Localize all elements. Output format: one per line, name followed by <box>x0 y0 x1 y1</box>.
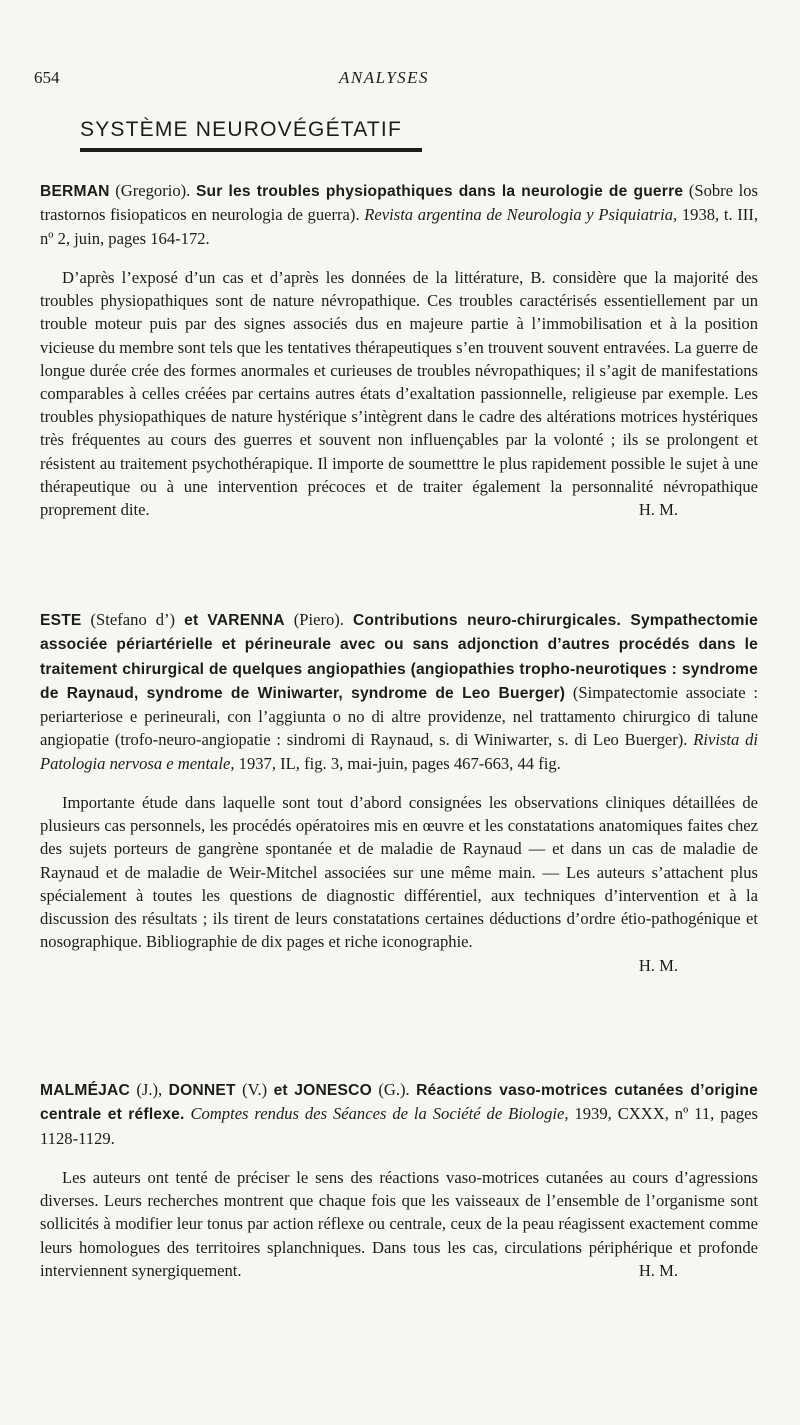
publication-details: 1938, t. III, nº 2, juin, pages 164-172. <box>40 205 758 248</box>
author-firstname: (J.), <box>136 1080 163 1099</box>
conjunction: et <box>273 1082 288 1099</box>
signature: H. M. <box>638 955 678 975</box>
author-name: MALMÉJAC <box>40 1082 130 1099</box>
journal-name: Comptes rendus des Séances de la Société de Biologie, <box>190 1104 569 1124</box>
abstract-text: D’après l’exposé d’un cas et d’après les données de la littérature, B. considère que la majorité des troubles physiopathiques sont de nature névropathique. Ces troubles caractérisés essentiellement par un trouble moteur puis par des signes associés dus en majeure partie à l’immobilisation et à la position vicieuse du membre sont tels que les tentatives thérapeutiques s’en trouvent souvent entravées. La guerre de longue durée crée des formes anormales et curieuses de troubles névropathiques; il s’agit de manifestations comparables à celles créées par certains autres états d’exaltation passionnelle, religieuse par exemple. Les troubles physiopathiques de nature hystérique s’intègrent dans le cadre des altérations motrices hystériques très fréquentes au cours des guerres et souvent non influençables par la volonté ; ils se prolongent et résistent au traitement psychothérapique. Il importe de soumetttre le plus rapidement possible le sujet à une thérapeutique ou à une intervention précoces et de traiter également la personnalité névropathique proprement dite. <box>40 267 758 519</box>
conjunction: et <box>184 612 199 629</box>
running-title: ANALYSES <box>338 68 430 87</box>
abstract-text: Importante étude dans laquelle sont tout d’abord consignées les observations cliniques détaillées de plusieurs cas personnels, les procédés opératoires mis en œuvre et les constatations anatomiques faites chez des sujets porteurs de gangrène spontanée et de maladie de Raynaud — et dans un cas de maladie de Raynaud et de maladie de Weir-Mitchel associées sur une même main. — Les auteurs s’attachent plus spécialement à toutes les questions de diagnostic différentiel, aux techniques d’intervention et à la discussion des résultats ; ils tirent de leurs constatations certaines déductions d’ordre étio-pathogénique et nosographique. Bibliographie de dix pages et riche iconographie. <box>40 793 758 952</box>
publication-details: 1939, CXXX, nº 11, pages 1128-1129. <box>40 1104 758 1148</box>
journal-name: Rivista di Patologia nervosa e mentale, <box>40 730 758 773</box>
author-firstname-3: (G.). <box>378 1080 410 1099</box>
abstract-text: Les auteurs ont tenté de préciser le sens des réactions vaso-motrices cutanées au cours d’agressions diverses. Leurs recherches montrent que chaque fois que les vaisseaux de l’ensemble de l’organisme sont sollicités à modifier leur tonus par action réflexe ou centrale, ceux de la peau réagissent exactement comme leurs homologues des territoires splanchniques. Dans tous les cas, circulations périphérique et profonde interviennent synergiquement. <box>40 1167 758 1280</box>
journal-name: Revista argentina de Neurologia y Psiquiatria, <box>364 205 678 225</box>
review-entry-berman <box>40 179 758 521</box>
author-name-2: VARENNA <box>207 612 285 629</box>
section-title-underline <box>80 148 422 152</box>
original-title: (Sobre los trastornos fisiopaticos en neurologia de guerra). <box>40 181 759 225</box>
author-firstname: (Stefano d’) <box>90 610 176 629</box>
author-name-2: DONNET <box>168 1082 236 1099</box>
reference <box>40 1078 758 1150</box>
author-firstname-2: (V.) <box>242 1080 268 1099</box>
reference <box>40 179 758 250</box>
signature: H. M. <box>638 500 678 520</box>
publication-details: 1937, IL, fig. 3, mai-juin, pages 467-663, 44 fig. <box>238 753 561 773</box>
page-number: 654 <box>34 68 60 87</box>
reference <box>40 608 758 775</box>
section-title: SYSTÈME NEUROVÉGÉTATIF <box>80 118 402 141</box>
original-title: (Simpatectomie associate : periarteriose e perineurali, con l’aggiunta o no di altre providenze, nel trattamento chirurgico di talune angiopatie (trofo-neuro-angiopatie : sindromi di Raynaud, s. di Winiwarter, s. di Leo Buerger). <box>40 682 758 750</box>
author-firstname-2: (Piero). <box>293 610 344 629</box>
article-title: Sur les troubles physiopathiques dans la neurologie de guerre <box>195 183 684 200</box>
author-name: BERMAN <box>40 183 110 200</box>
review-entry-este <box>40 608 758 977</box>
article-title: Contributions neuro-chirurgicales. Sympathectomie associée périartérielle et périneurale avec ou sans adjonction d’autres procédés dans le traitement chirurgical de quelques angiopathies (angiopathies tropho-neurotiques : syndrome de Raynaud, syndrome de Winiwarter, syndrome de Leo Buerger) <box>40 612 759 702</box>
author-firstname: (Gregorio). <box>115 181 191 200</box>
article-title: Réactions vaso-motrices cutanées d’origine centrale et réflexe. <box>40 1082 758 1124</box>
abstract <box>40 791 758 953</box>
review-entry-malmejac <box>40 1078 758 1282</box>
author-name: ESTE <box>40 612 82 629</box>
abstract <box>40 266 758 521</box>
page-header <box>34 68 734 92</box>
author-name-3: JONESCO <box>294 1082 372 1099</box>
signature: H. M. <box>638 1260 678 1280</box>
